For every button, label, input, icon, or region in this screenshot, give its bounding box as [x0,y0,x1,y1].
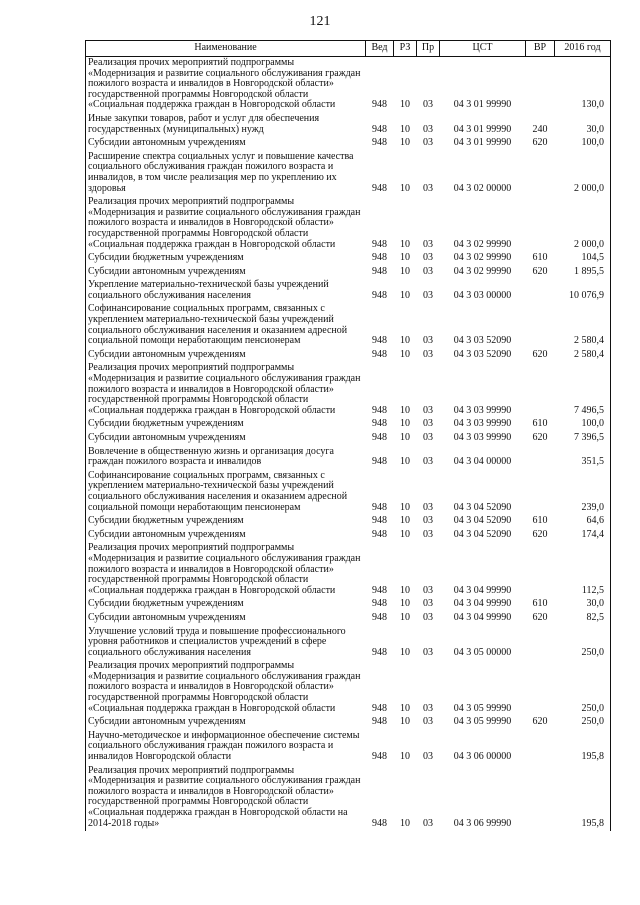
table-row [86,446,611,470]
cell-amount: 100,0 [555,137,611,151]
table-row [86,349,611,363]
cell-amount: 351,5 [555,446,611,470]
cell-amount: 2 000,0 [555,196,611,252]
cell-pr: 03 [423,432,433,443]
cell-cst: 04 3 05 00000 [453,646,512,658]
cell-name: Субсидии автономным учреждениям [86,716,366,730]
cell-vr: 620 [532,432,548,443]
table-row [86,598,611,612]
cell-ved: 948 [372,335,387,347]
cell-vr [526,303,555,348]
cell-pr: 03 [423,528,433,540]
header-year: 2016 год [555,41,611,57]
cell-rz: 10 [400,817,410,829]
header-rz: РЗ [394,41,417,57]
cell-pr: 03 [423,611,433,623]
cell-amount: 64,6 [555,515,611,529]
cell-amount: 239,0 [555,470,611,515]
cell-amount: 1 895,5 [555,266,611,280]
table-row [86,626,611,661]
cell-pr: 03 [423,418,433,430]
table-row [86,113,611,137]
cell-amount: 250,0 [555,626,611,661]
cell-rz: 10 [400,404,410,416]
cell-vr: 240 [532,123,548,135]
cell-name: Субсидии бюджетным учреждениям [86,252,366,266]
table-row [86,660,611,716]
cell-vr [526,362,555,418]
cell-amount: 112,5 [555,542,611,598]
cell-ved: 948 [372,702,387,714]
page-number: 121 [309,14,331,29]
cell-cst: 04 3 04 99990 [453,584,512,596]
cell-amount: 7 396,5 [555,432,611,446]
cell-rz: 10 [400,182,410,194]
cell-rz: 10 [400,702,410,714]
cell-amount: 2 000,0 [555,151,611,196]
cell-amount: 250,0 [555,716,611,730]
cell-ved: 948 [372,598,387,610]
cell-rz: 10 [400,99,410,111]
cell-rz: 10 [400,515,410,527]
cell-vr: 620 [532,265,548,277]
cell-cst: 04 3 03 99990 [453,418,512,430]
cell-pr: 03 [423,584,433,596]
cell-rz: 10 [400,646,410,658]
cell-name: Субсидии автономным учреждениям [86,612,366,626]
cell-cst: 04 3 06 99990 [453,817,512,829]
cell-ved: 948 [372,515,387,527]
table-row [86,252,611,266]
header-name: Наименование [86,41,366,57]
cell-amount: 195,8 [555,730,611,765]
cell-name: Субсидии автономным учреждениям [86,529,366,543]
cell-ved: 948 [372,584,387,596]
cell-ved: 948 [372,404,387,416]
table-row [86,529,611,543]
header-ved: Вед [366,41,394,57]
table-row [86,303,611,348]
cell-cst: 04 3 05 99990 [453,716,512,728]
cell-vr: 620 [532,611,548,623]
cell-name: Субсидии бюджетным учреждениям [86,418,366,432]
cell-pr: 03 [423,501,433,513]
cell-name: Субсидии автономным учреждениям [86,432,366,446]
cell-pr: 03 [423,646,433,658]
cell-name: Иные закупки товаров, работ и услуг для обеспечения государственных (муниципальных) нужд [86,113,366,137]
cell-rz: 10 [400,348,410,360]
cell-ved: 948 [372,252,387,264]
cell-cst: 04 3 01 99990 [453,137,512,149]
cell-amount: 195,8 [555,765,611,832]
cell-pr: 03 [423,515,433,527]
cell-name: Субсидии бюджетным учреждениям [86,515,366,529]
cell-ved: 948 [372,501,387,513]
cell-pr: 03 [423,99,433,111]
cell-pr: 03 [423,716,433,728]
cell-amount: 250,0 [555,660,611,716]
cell-pr: 03 [423,182,433,194]
cell-cst: 04 3 04 99990 [453,611,512,623]
cell-cst: 04 3 04 52090 [453,528,512,540]
table-row [86,515,611,529]
cell-vr [526,279,555,303]
cell-vr [526,542,555,598]
table-row [86,470,611,515]
cell-vr [526,151,555,196]
cell-pr: 03 [423,289,433,301]
cell-rz: 10 [400,751,410,763]
cell-vr: 610 [532,515,548,527]
cell-vr: 620 [532,528,548,540]
cell-vr [526,765,555,832]
cell-cst: 04 3 06 00000 [453,751,512,763]
cell-amount: 104,5 [555,252,611,266]
cell-cst: 04 3 01 99990 [453,99,512,111]
cell-rz: 10 [400,456,410,468]
cell-vr [526,196,555,252]
cell-ved: 948 [372,528,387,540]
cell-name: Реализация прочих мероприятий подпрограммы «Модернизация и развитие социального обслуживания граждан пожилого возраста и инвалидов в Новгородской области» государственной программы Новгородской области «Социальная поддержка граждан в Новгородской области на 2014-2018 годы» [86,765,366,832]
cell-name: Субсидии автономным учреждениям [86,266,366,280]
cell-amount: 2 580,4 [555,303,611,348]
cell-vr: 610 [532,598,548,610]
table-row [86,432,611,446]
cell-ved: 948 [372,611,387,623]
cell-ved: 948 [372,646,387,658]
budget-table [85,40,611,831]
cell-name: Субсидии автономным учреждениям [86,137,366,151]
cell-vr: 610 [532,252,548,264]
table-row [86,542,611,598]
cell-ved: 948 [372,817,387,829]
cell-cst: 04 3 05 99990 [453,702,512,714]
cell-ved: 948 [372,289,387,301]
cell-pr: 03 [423,348,433,360]
table-row [86,279,611,303]
header-vr: ВР [526,41,555,57]
cell-vr [526,470,555,515]
cell-cst: 04 3 02 99990 [453,265,512,277]
cell-pr: 03 [423,817,433,829]
cell-name: Улучшение условий труда и повышение профессионального уровня работников и специалистов учреждений в сфере социального обслуживания населения [86,626,366,661]
cell-name: Научно-методическое и информационное обеспечение системы социального обслуживания граждан пожилого возраста и инвалидов Новгородской области [86,730,366,765]
table-row [86,612,611,626]
cell-amount: 30,0 [555,598,611,612]
cell-rz: 10 [400,335,410,347]
cell-ved: 948 [372,716,387,728]
table-row [86,266,611,280]
cell-rz: 10 [400,418,410,430]
table-row [86,362,611,418]
cell-name: Субсидии автономным учреждениям [86,349,366,363]
cell-ved: 948 [372,418,387,430]
cell-rz: 10 [400,252,410,264]
cell-amount: 2 580,4 [555,349,611,363]
cell-pr: 03 [423,265,433,277]
cell-vr [526,626,555,661]
cell-pr: 03 [423,238,433,250]
cell-pr: 03 [423,404,433,416]
cell-name: Вовлечение в общественную жизнь и организация досуга граждан пожилого возраста и инвалидов [86,446,366,470]
cell-rz: 10 [400,598,410,610]
cell-rz: 10 [400,501,410,513]
cell-vr [526,730,555,765]
cell-rz: 10 [400,584,410,596]
table-row [86,730,611,765]
cell-amount: 82,5 [555,612,611,626]
cell-ved: 948 [372,238,387,250]
cell-vr [526,660,555,716]
cell-name: Софинансирование социальных программ, связанных с укреплением материально-технической базы учреждений социального обслуживания населения и оказанием адресной социальной помощи неработающим пенсионерам [86,303,366,348]
table-row [86,151,611,196]
cell-rz: 10 [400,611,410,623]
cell-rz: 10 [400,265,410,277]
cell-amount: 7 496,5 [555,362,611,418]
cell-ved: 948 [372,99,387,111]
cell-cst: 04 3 04 52090 [453,501,512,513]
cell-name: Расширение спектра социальных услуг и повышение качества социального обслуживания граждан пожилого возраста и инвалидов, в том числе реализация мер по укреплению их здоровья [86,151,366,196]
table-row [86,196,611,252]
cell-amount: 130,0 [555,57,611,113]
cell-amount: 100,0 [555,418,611,432]
cell-pr: 03 [423,252,433,264]
header-pr: Пр [417,41,440,57]
cell-vr: 610 [532,418,548,430]
cell-rz: 10 [400,123,410,135]
cell-ved: 948 [372,182,387,194]
cell-rz: 10 [400,528,410,540]
cell-vr: 620 [532,348,548,360]
cell-cst: 04 3 03 52090 [453,348,512,360]
cell-cst: 04 3 01 99990 [453,123,512,135]
cell-pr: 03 [423,751,433,763]
cell-name: Укрепление материально-технической базы учреждений социального обслуживания населения [86,279,366,303]
cell-vr: 620 [532,137,548,149]
cell-amount: 174,4 [555,529,611,543]
cell-cst: 04 3 03 52090 [453,335,512,347]
cell-cst: 04 3 04 99990 [453,598,512,610]
cell-rz: 10 [400,137,410,149]
cell-pr: 03 [423,335,433,347]
cell-amount: 10 076,9 [555,279,611,303]
cell-name: Реализация прочих мероприятий подпрограммы «Модернизация и развитие социального обслуживания граждан пожилого возраста и инвалидов в Новгородской области» государственной программы Новгородской области «Социальная поддержка граждан в Новгородской области [86,542,366,598]
cell-pr: 03 [423,137,433,149]
cell-name: Субсидии бюджетным учреждениям [86,598,366,612]
cell-ved: 948 [372,751,387,763]
cell-rz: 10 [400,716,410,728]
cell-ved: 948 [372,137,387,149]
cell-vr [526,57,555,113]
cell-name: Реализация прочих мероприятий подпрограммы «Модернизация и развитие социального обслуживания граждан пожилого возраста и инвалидов в Новгородской области» государственной программы Новгородской области «Социальная поддержка граждан в Новгородской области [86,196,366,252]
header-cst: ЦСТ [440,41,526,57]
table-row [86,765,611,832]
cell-cst: 04 3 02 99990 [453,238,512,250]
cell-pr: 03 [423,702,433,714]
cell-name: Реализация прочих мероприятий подпрограммы «Модернизация и развитие социального обслуживания граждан пожилого возраста и инвалидов в Новгородской области» государственной программы Новгородской области «Социальная поддержка граждан в Новгородской области [86,362,366,418]
cell-cst: 04 3 03 99990 [453,432,512,443]
cell-rz: 10 [400,432,410,443]
cell-cst: 04 3 03 00000 [453,289,512,301]
cell-vr: 620 [532,716,548,728]
cell-cst: 04 3 04 52090 [453,515,512,527]
cell-cst: 04 3 02 99990 [453,252,512,264]
table-row [86,57,611,113]
cell-rz: 10 [400,289,410,301]
table-row [86,137,611,151]
cell-ved: 948 [372,348,387,360]
cell-rz: 10 [400,238,410,250]
cell-pr: 03 [423,456,433,468]
cell-cst: 04 3 02 00000 [453,182,512,194]
cell-pr: 03 [423,598,433,610]
table-row [86,418,611,432]
cell-name: Софинансирование социальных программ, связанных с укреплением материально-технической базы учреждений социального обслуживания населения и оказанием адресной социальной помощи неработающим пенсионерам [86,470,366,515]
table-row [86,716,611,730]
cell-name: Реализация прочих мероприятий подпрограммы «Модернизация и развитие социального обслуживания граждан пожилого возраста и инвалидов в Новгородской области» государственной программы Новгородской области «Социальная поддержка граждан в Новгородской области [86,57,366,113]
cell-ved: 948 [372,432,387,443]
cell-name: Реализация прочих мероприятий подпрограммы «Модернизация и развитие социального обслуживания граждан пожилого возраста и инвалидов в Новгородской области» государственной программы Новгородской области «Социальная поддержка граждан в Новгородской области [86,660,366,716]
cell-ved: 948 [372,456,387,468]
cell-ved: 948 [372,265,387,277]
cell-pr: 03 [423,123,433,135]
cell-cst: 04 3 04 00000 [453,456,512,468]
cell-ved: 948 [372,123,387,135]
cell-cst: 04 3 03 99990 [453,404,512,416]
table-body [86,57,611,832]
cell-amount: 30,0 [555,113,611,137]
cell-vr [526,446,555,470]
table-header [86,41,611,57]
